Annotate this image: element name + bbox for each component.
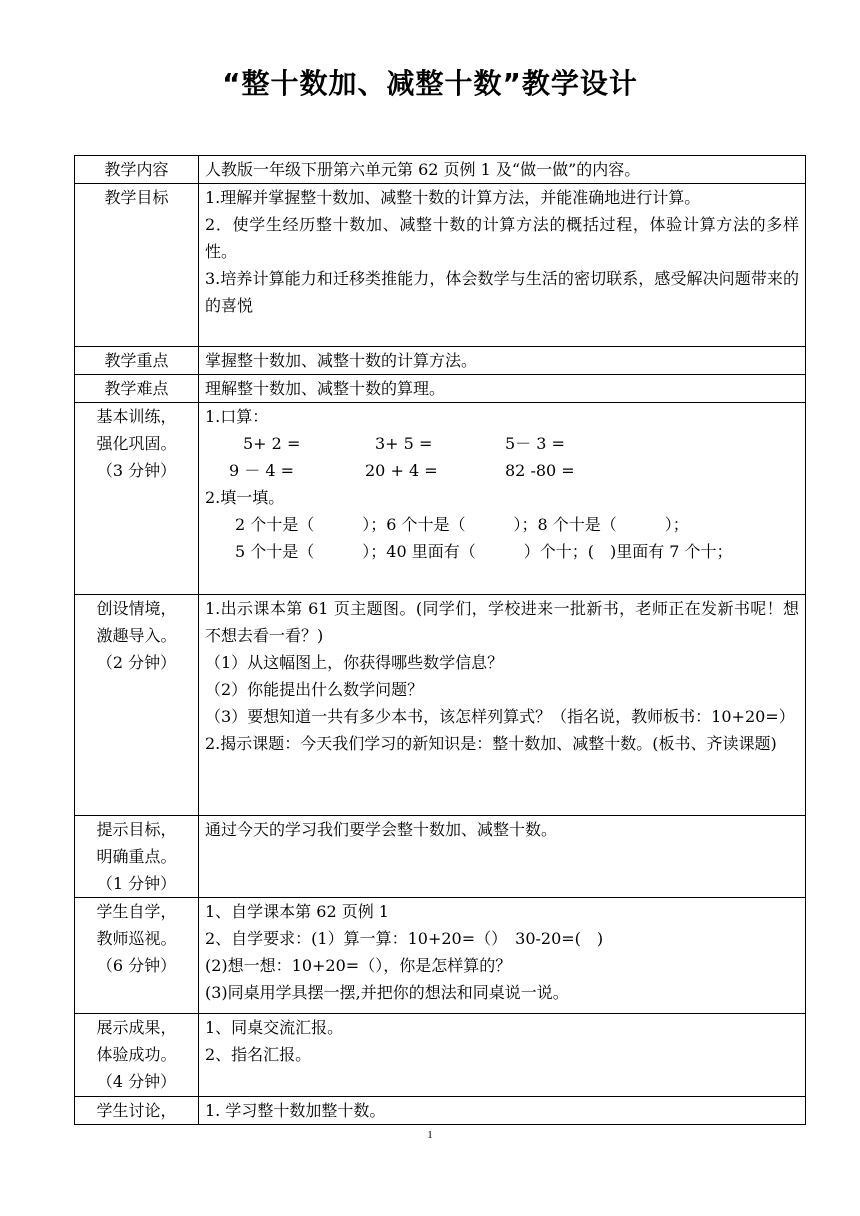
row-content: [199, 898, 806, 1014]
objective-text: 通过今天的学习我们要学会整十数加、减整十数。: [205, 820, 558, 839]
label-line: （4 分钟）: [96, 1072, 177, 1091]
table-row-results: [75, 1014, 806, 1097]
oral-calc-item: 82 -80 =: [505, 461, 575, 480]
row-label: 教学目标: [75, 184, 199, 347]
row-content: [199, 816, 806, 898]
row-content: [199, 1097, 806, 1125]
label-line: （2 分钟）: [96, 653, 177, 672]
page-title: “整十数加、减整十数”教学设计: [222, 67, 638, 100]
table-row-intro: [75, 595, 806, 816]
self-study-item: (3)同桌用学具摆一摆,并把你的想法和同桌说一说。: [205, 983, 569, 1002]
label-line: 创设情境，: [96, 599, 177, 618]
table-row-self-study: [75, 898, 806, 1014]
results-item: 1、同桌交流汇报。: [205, 1018, 344, 1037]
fill-blank-line: 5 个十是（ ）；40 里面有（ ）个十；( )里面有 7 个十；: [235, 542, 733, 561]
page-number: 1: [427, 1129, 433, 1141]
row-content: [199, 403, 806, 595]
goal-item: 1.理解并掌握整十数加、减整十数的计算方法，并能准确地进行计算。: [205, 188, 701, 207]
oral-calc-item: 5+ 2 =: [243, 434, 301, 453]
intro-item: 2.揭示课题：今天我们学习的新知识是：整十数加、减整十数。(板书、齐读课题): [205, 734, 777, 753]
label-line: 教师巡视。: [96, 929, 177, 948]
label-line: 强化巩固。: [96, 434, 177, 453]
table-row-content: [75, 156, 806, 184]
row-label: 教学难点: [75, 375, 199, 403]
label-line: 展示成果，: [96, 1018, 177, 1037]
label-line: 明确重点。: [96, 847, 177, 866]
self-study-item: 1、自学课本第 62 页例 1: [205, 902, 389, 921]
row-label: [75, 1014, 199, 1097]
oral-calc-row: [205, 457, 799, 484]
content-text: 人教版一年级下册第六单元第 62 页例 1 及“做一做”的内容。: [205, 160, 641, 179]
row-label: [75, 403, 199, 595]
oral-calc-item: 9 － 4 =: [229, 461, 295, 480]
table-row-key-point: [75, 347, 806, 375]
row-content: [199, 375, 806, 403]
label-line: 激趣导入。: [96, 626, 177, 645]
label-line: 基本训练，: [96, 407, 177, 426]
row-content: [199, 1014, 806, 1097]
intro-item: （1）从这幅图上，你获得哪些数学信息？: [205, 653, 504, 672]
oral-calc-title: 1.口算：: [205, 407, 269, 426]
oral-calc-item: 20 + 4 =: [365, 461, 438, 480]
self-study-item: 2、自学要求：(1）算一算：10+20=（） 30-20=( ): [205, 929, 604, 948]
intro-item: （3）要想知道一共有多少本书，该怎样列算式？（指名说，教师板书：10+20=）: [205, 707, 795, 726]
self-study-item: (2)想一想：10+20=（），你是怎样算的？: [205, 956, 512, 975]
label-line: （3 分钟）: [96, 461, 177, 480]
table-row-goals: [75, 184, 806, 347]
row-label: [75, 595, 199, 816]
table-row-discussion: [75, 1097, 806, 1125]
label-line: （6 分钟）: [96, 956, 177, 975]
row-label: [75, 816, 199, 898]
goal-item: 2．使学生经历整十数加、减整十数的计算方法的概括过程，体验计算方法的多样性。: [205, 215, 799, 261]
label-line: 提示目标，: [96, 820, 177, 839]
row-content: [199, 156, 806, 184]
oral-calc-item: 5－ 3 =: [505, 434, 565, 453]
key-point-text: 掌握整十数加、减整十数的计算方法。: [205, 351, 478, 370]
row-label: 学生讨论，: [75, 1097, 199, 1125]
table-row-training: [75, 403, 806, 595]
discussion-text: 1. 学习整十数加整十数。: [205, 1101, 386, 1120]
row-label: [75, 898, 199, 1014]
intro-item: （2）你能提出什么数学问题？: [205, 680, 424, 699]
label-line: （1 分钟）: [96, 874, 177, 893]
row-label: 教学内容: [75, 156, 199, 184]
results-item: 2、指名汇报。: [205, 1045, 312, 1064]
lesson-plan-table: [74, 155, 806, 1125]
oral-calc-row: [205, 430, 799, 457]
label-line: 学生自学，: [96, 902, 177, 921]
row-content: [199, 595, 806, 816]
row-content: [199, 184, 806, 347]
intro-item: 1.出示课本第 61 页主题图。(同学们，学校进来一批新书，老师正在发新书呢！想不想去看一看？): [205, 599, 799, 645]
goal-item: 3.培养计算能力和迁移类推能力，体会数学与生活的密切联系，感受解决问题带来的的喜悦: [205, 269, 799, 315]
label-line: 体验成功。: [96, 1045, 177, 1064]
table-row-difficulty: [75, 375, 806, 403]
table-row-objective: [75, 816, 806, 898]
difficulty-text: 理解整十数加、减整十数的算理。: [205, 379, 446, 398]
fill-blank-title: 2.填一填。: [205, 488, 285, 507]
row-label: 教学重点: [75, 347, 199, 375]
row-content: [199, 347, 806, 375]
fill-blank-line: 2 个十是（ ）；6 个十是（ ）；8 个十是（ ）；: [235, 515, 689, 534]
oral-calc-item: 3+ 5 =: [375, 434, 433, 453]
